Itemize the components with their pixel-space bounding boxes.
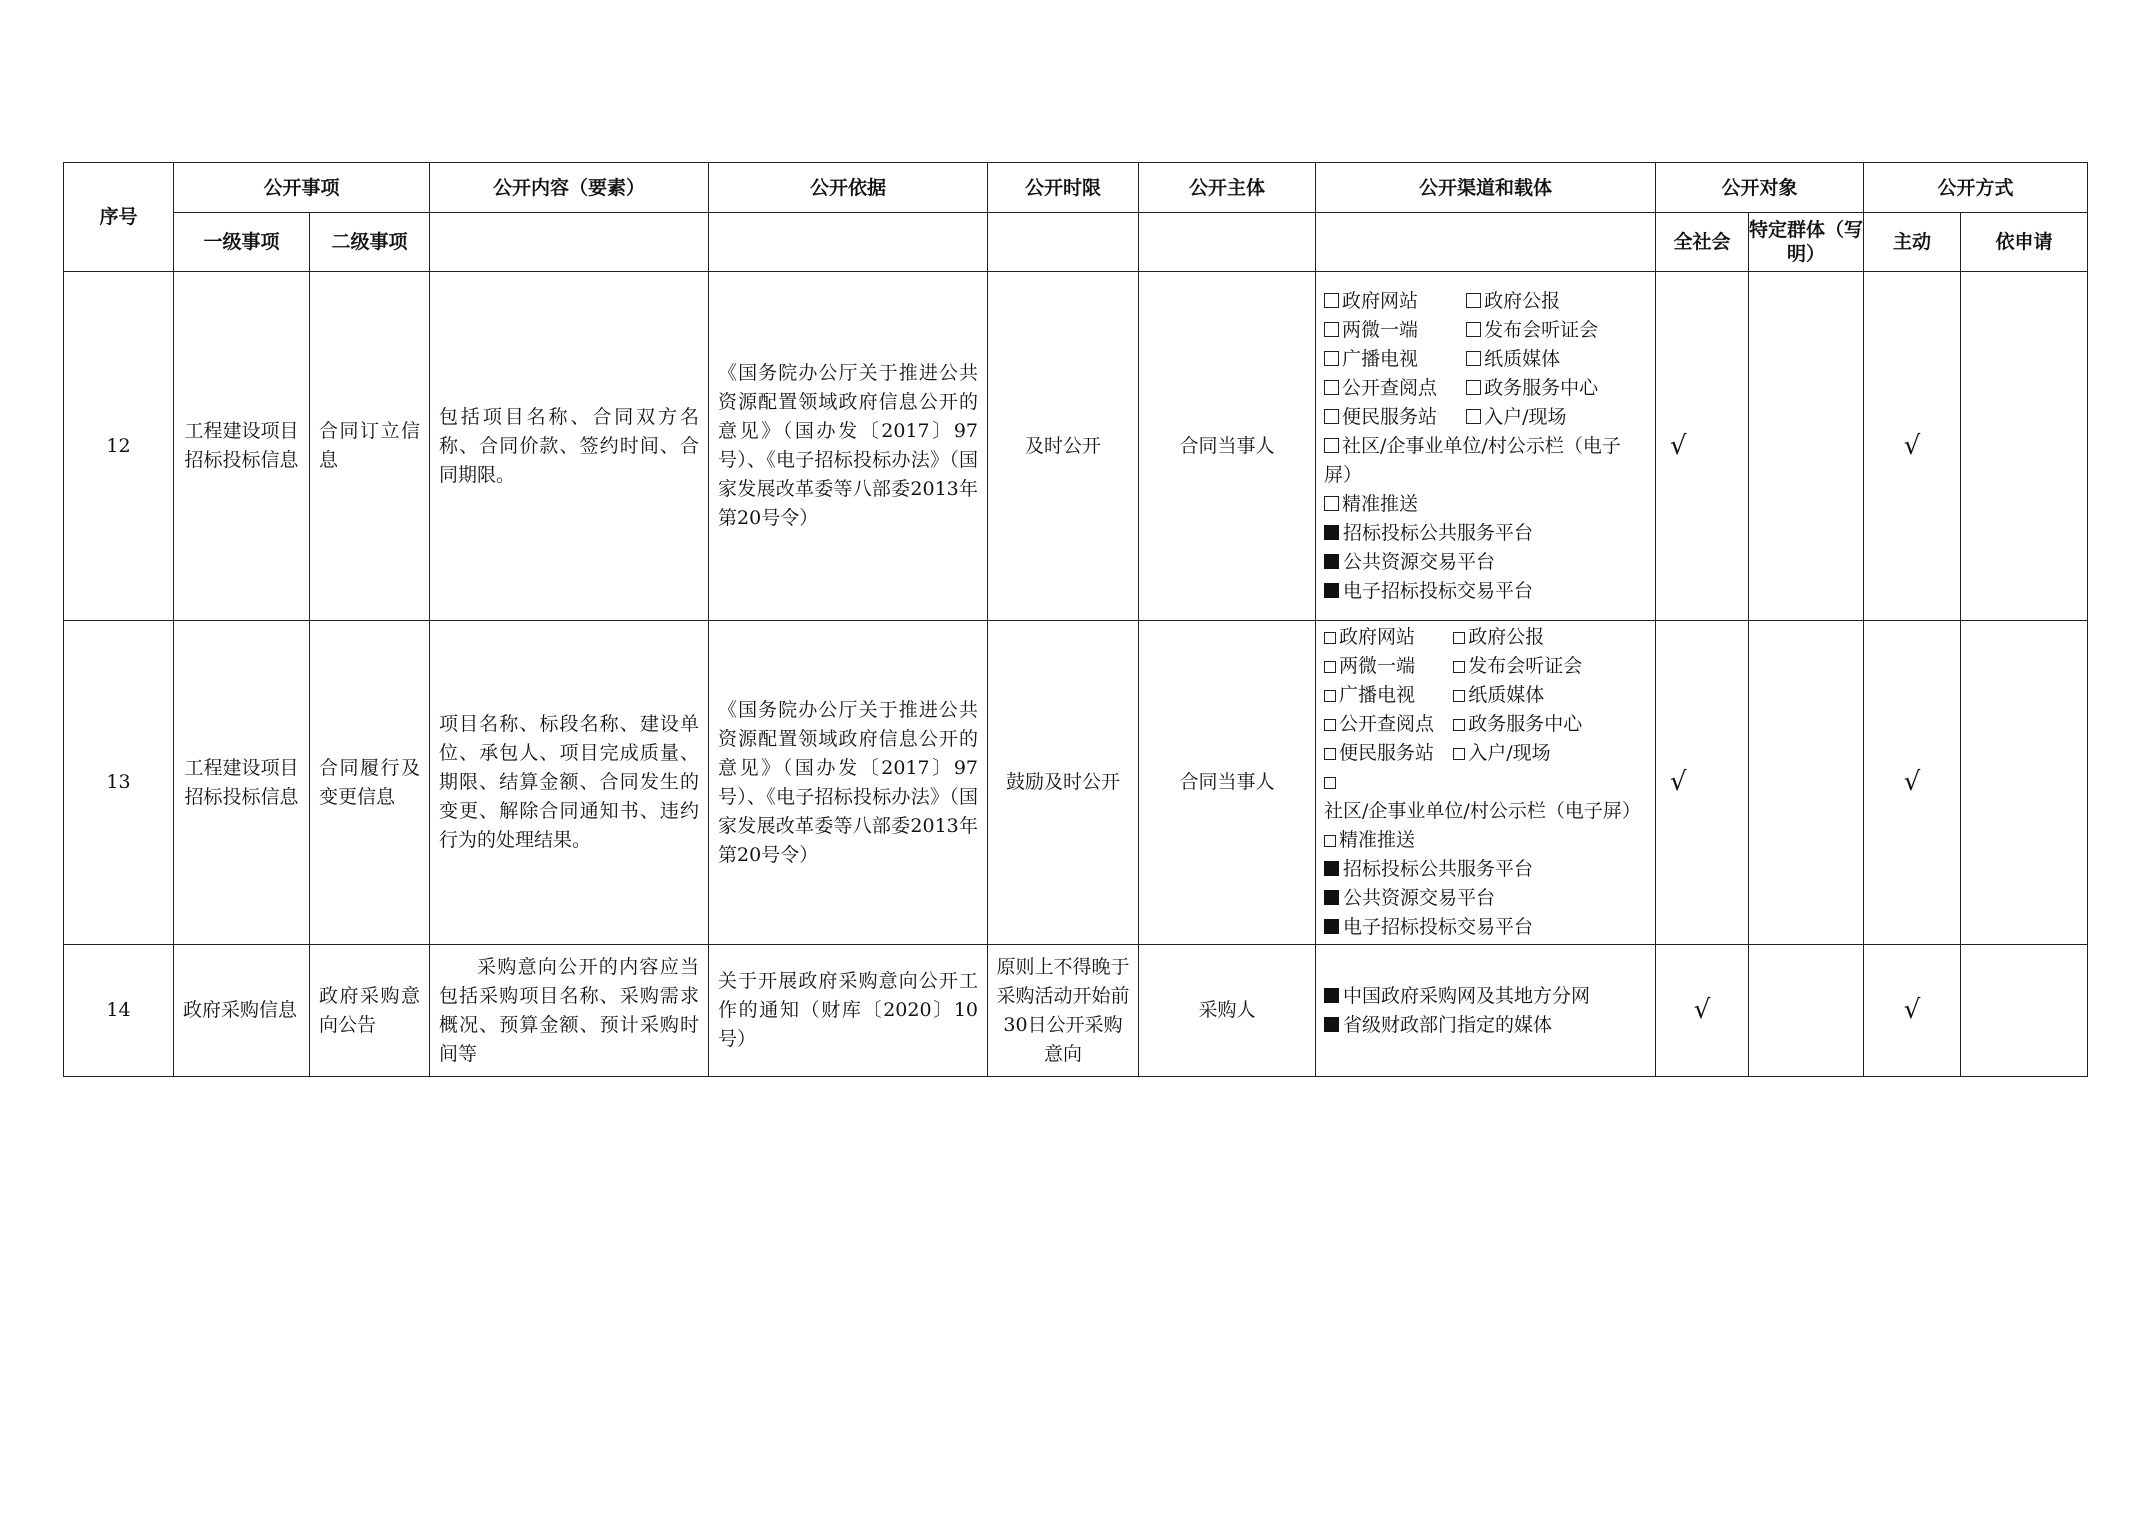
unchecked-box-icon (1324, 748, 1336, 760)
table-row (64, 945, 2088, 1077)
channel-item: 政府公报 (1466, 287, 1647, 316)
channel-item: 发布会听证会 (1453, 652, 1647, 681)
row-content: 包括项目名称、合同双方名称、合同价款、签约时间、合同期限。 (430, 272, 709, 621)
channel-item: 精准推送 (1324, 826, 1647, 855)
channel-item: 政务服务中心 (1453, 710, 1647, 739)
row-method-active-checkmark: √ (1864, 945, 1961, 1077)
row-basis: 《国务院办公厅关于推进公共资源配置领域政府信息公开的意见》（国办发〔2017〕97号）、《电子招标投标办法》（国家发展改革委等八部委2013年第20号令） (709, 272, 988, 621)
header-item-l1: 一级事项 (174, 213, 310, 272)
row-item-l1: 工程建设项目招标投标信息 (174, 621, 310, 945)
channel-item: 便民服务站 (1324, 403, 1466, 432)
channel-item: 招标投标公共服务平台 (1324, 855, 1647, 884)
checked-box-icon (1324, 919, 1339, 934)
header-target: 公开对象 (1656, 163, 1864, 213)
unchecked-box-icon (1453, 719, 1465, 731)
row-item-l2: 政府采购意向公告 (310, 945, 430, 1077)
unchecked-box-icon (1324, 351, 1339, 366)
channel-item: 电子招标投标交易平台 (1324, 577, 1647, 606)
row-time: 鼓励及时公开 (988, 621, 1139, 945)
row-target-all-checkmark: √ (1656, 621, 1749, 945)
channel-item: 广播电视 (1324, 681, 1453, 710)
channel-item: 公共资源交易平台 (1324, 548, 1647, 577)
unchecked-box-icon (1466, 351, 1481, 366)
channel-item: 社区/企事业单位/村公示栏（电子屏） (1324, 768, 1647, 826)
row-target-all-checkmark: √ (1656, 945, 1749, 1077)
header-time-blank (988, 213, 1139, 272)
checked-box-icon (1324, 1017, 1339, 1032)
channel-item: 两微一端 (1324, 316, 1466, 345)
row-target-specific (1749, 945, 1864, 1077)
unchecked-box-icon (1466, 322, 1481, 337)
unchecked-box-icon (1324, 293, 1339, 308)
header-row-1 (64, 163, 2088, 213)
row-subject: 合同当事人 (1139, 272, 1316, 621)
row-method-active-checkmark: √ (1864, 272, 1961, 621)
row-time: 及时公开 (988, 272, 1139, 621)
checked-box-icon (1324, 554, 1339, 569)
checked-box-icon (1324, 988, 1339, 1003)
unchecked-box-icon (1324, 632, 1336, 644)
header-seq: 序号 (64, 163, 174, 272)
unchecked-box-icon (1324, 661, 1336, 673)
row-item-l1: 工程建设项目招标投标信息 (174, 272, 310, 621)
header-method: 公开方式 (1864, 163, 2088, 213)
header-item: 公开事项 (174, 163, 430, 213)
unchecked-box-icon (1324, 409, 1339, 424)
header-method-active: 主动 (1864, 213, 1961, 272)
row-basis: 关于开展政府采购意向公开工作的通知（财库〔2020〕10号） (709, 945, 988, 1077)
channel-item: 纸质媒体 (1466, 345, 1647, 374)
checked-box-icon (1324, 583, 1339, 598)
unchecked-box-icon (1324, 322, 1339, 337)
unchecked-box-icon (1324, 496, 1339, 511)
row-seq: 13 (64, 621, 174, 945)
channel-item: 两微一端 (1324, 652, 1453, 681)
unchecked-box-icon (1453, 748, 1465, 760)
channel-item: 入户/现场 (1453, 739, 1647, 768)
header-basis: 公开依据 (709, 163, 988, 213)
row-method-request (1961, 272, 2088, 621)
unchecked-box-icon (1324, 690, 1336, 702)
channel-item: 公开查阅点 (1324, 374, 1466, 403)
row-basis: 《国务院办公厅关于推进公共资源配置领域政府信息公开的意见》（国办发〔2017〕97号）、《电子招标投标办法》（国家发展改革委等八部委2013年第20号令） (709, 621, 988, 945)
row-target-all-checkmark: √ (1656, 272, 1749, 621)
row-target-specific (1749, 272, 1864, 621)
row-item-l2: 合同履行及变更信息 (310, 621, 430, 945)
row-channels (1316, 945, 1656, 1077)
channel-item: 入户/现场 (1466, 403, 1647, 432)
unchecked-box-icon (1453, 661, 1465, 673)
table-row (64, 272, 2088, 621)
header-method-request: 依申请 (1961, 213, 2088, 272)
row-content: 采购意向公开的内容应当包括采购项目名称、采购需求概况、预算金额、预计采购时间等 (430, 945, 709, 1077)
header-channel-blank (1316, 213, 1656, 272)
table-row (64, 621, 2088, 945)
row-method-request (1961, 945, 2088, 1077)
checked-box-icon (1324, 861, 1339, 876)
unchecked-box-icon (1466, 293, 1481, 308)
channel-item: 发布会听证会 (1466, 316, 1647, 345)
header-item-l2: 二级事项 (310, 213, 430, 272)
unchecked-box-icon (1324, 777, 1336, 789)
channel-item: 省级财政部门指定的媒体 (1324, 1011, 1647, 1040)
channel-item: 广播电视 (1324, 345, 1466, 374)
header-target-specific: 特定群体（写明） (1749, 213, 1864, 272)
unchecked-box-icon (1324, 380, 1339, 395)
header-content: 公开内容（要素） (430, 163, 709, 213)
row-content: 项目名称、标段名称、建设单位、承包人、项目完成质量、期限、结算金额、合同发生的变更、解除合同通知书、违约行为的处理结果。 (430, 621, 709, 945)
channel-item: 纸质媒体 (1453, 681, 1647, 710)
channel-item: 政府网站 (1324, 623, 1453, 652)
channel-list (1324, 623, 1647, 942)
header-subject-blank (1139, 213, 1316, 272)
header-row-2 (64, 213, 2088, 272)
row-method-active-checkmark: √ (1864, 621, 1961, 945)
channel-item: 招标投标公共服务平台 (1324, 519, 1647, 548)
header-basis-blank (709, 213, 988, 272)
row-seq: 12 (64, 272, 174, 621)
channel-item: 政府网站 (1324, 287, 1466, 316)
header-target-all: 全社会 (1656, 213, 1749, 272)
unchecked-box-icon (1453, 690, 1465, 702)
channel-item: 中国政府采购网及其地方分网 (1324, 982, 1647, 1011)
channel-item: 电子招标投标交易平台 (1324, 913, 1647, 942)
channel-item: 精准推送 (1324, 490, 1647, 519)
header-time: 公开时限 (988, 163, 1139, 213)
row-subject: 采购人 (1139, 945, 1316, 1077)
checked-box-icon (1324, 890, 1339, 905)
row-item-l1: 政府采购信息 (174, 945, 310, 1077)
row-time: 原则上不得晚于采购活动开始前30日公开采购意向 (988, 945, 1139, 1077)
unchecked-box-icon (1324, 719, 1336, 731)
header-subject: 公开主体 (1139, 163, 1316, 213)
row-channels (1316, 621, 1656, 945)
row-method-request (1961, 621, 2088, 945)
channel-item: 政府公报 (1453, 623, 1647, 652)
channel-item: 公共资源交易平台 (1324, 884, 1647, 913)
unchecked-box-icon (1466, 380, 1481, 395)
unchecked-box-icon (1466, 409, 1481, 424)
unchecked-box-icon (1324, 438, 1339, 453)
unchecked-box-icon (1324, 835, 1336, 847)
channel-item: 社区/企事业单位/村公示栏（电子屏） (1324, 434, 1621, 486)
row-seq: 14 (64, 945, 174, 1077)
row-target-specific (1749, 621, 1864, 945)
channel-item: 公开查阅点 (1324, 710, 1453, 739)
row-subject: 合同当事人 (1139, 621, 1316, 945)
checked-box-icon (1324, 525, 1339, 540)
header-channel: 公开渠道和载体 (1316, 163, 1656, 213)
header-content-blank (430, 213, 709, 272)
channel-item: 便民服务站 (1324, 739, 1453, 768)
disclosure-table (63, 162, 2088, 1077)
channel-item: 政务服务中心 (1466, 374, 1647, 403)
unchecked-box-icon (1453, 632, 1465, 644)
row-channels (1316, 272, 1656, 621)
channel-list (1324, 287, 1647, 606)
row-item-l2: 合同订立信息 (310, 272, 430, 621)
channel-list (1324, 982, 1647, 1040)
